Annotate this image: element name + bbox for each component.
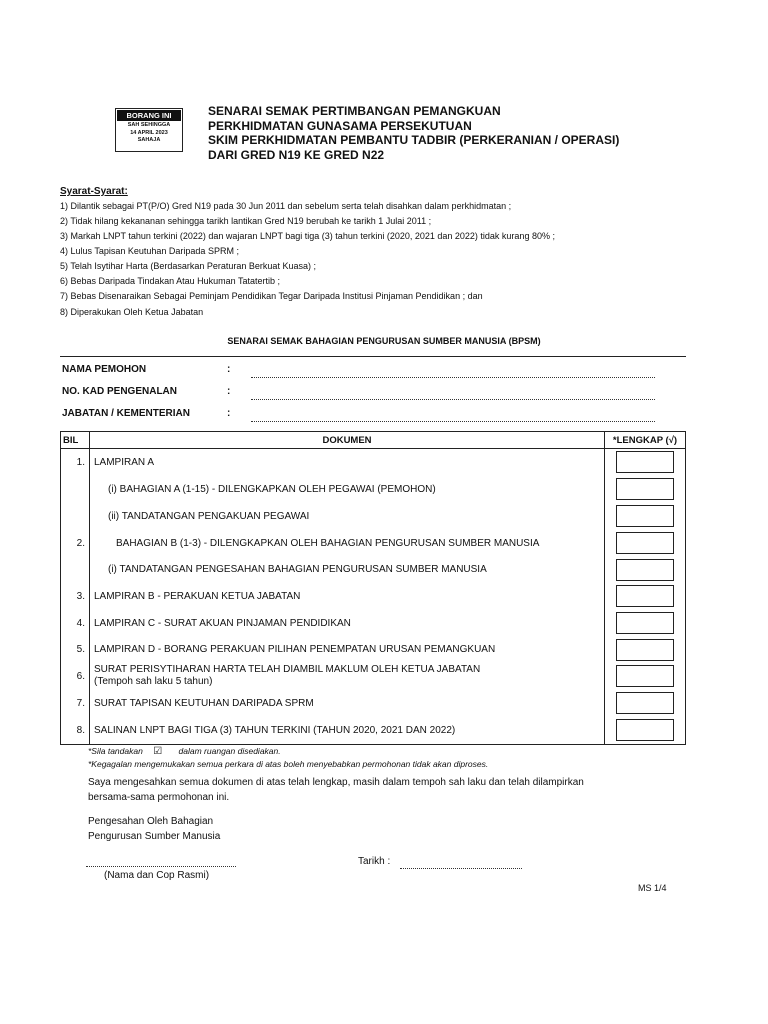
table-row — [61, 663, 686, 690]
row-number: 7. — [61, 690, 90, 717]
declaration-text — [88, 776, 584, 805]
row-document: SURAT PERISYTIHARAN HARTA TELAH DIAMBIL MAKLUM OLEH KETUA JABATAN — [94, 664, 481, 675]
endorsement-block — [88, 815, 220, 844]
complete-checkbox[interactable] — [616, 585, 674, 607]
complete-checkbox[interactable] — [616, 692, 674, 714]
condition-item: 7) Bebas Disenaraikan Sebagai Peminjam Pendidikan Tegar Daripada Institusi Pinjaman Pendidikan ; dan — [60, 291, 483, 301]
stamp-header: BORANG INI — [117, 110, 181, 121]
row-document: (ii) TANDATANGAN PENGAKUAN PEGAWAI — [108, 510, 310, 522]
row-document: LAMPIRAN A — [94, 456, 155, 468]
department-label: JABATAN / KEMENTERIAN — [62, 408, 190, 419]
table-row — [61, 449, 686, 476]
section-divider — [60, 356, 686, 357]
complete-checkbox[interactable] — [616, 719, 674, 741]
condition-item: 2) Tidak hilang kekananan sehingga tarikh lantikan Gred N19 berubah ke tarikh 1 Julai 2011 ; — [60, 216, 432, 226]
page-reference: MS 1/4 — [638, 883, 667, 893]
title-line: PERKHIDMATAN GUNASAMA PERSEKUTUAN — [208, 118, 472, 133]
field-colon: : — [227, 408, 231, 419]
stamp-line: SAH SEHINGGA — [127, 122, 171, 128]
row-document: (i) BAHAGIAN A (1-15) - DILENGKAPKAN OLEH PEGAWAI (PEMOHON) — [108, 483, 436, 495]
complete-checkbox[interactable] — [616, 665, 674, 687]
date-field[interactable] — [400, 868, 522, 869]
complete-checkbox[interactable] — [616, 451, 674, 473]
lengkap-header: *LENGKAP (√) — [605, 432, 686, 449]
table-row — [61, 637, 686, 663]
checkmark-box-icon: ☑ — [153, 746, 163, 757]
row-number: 3. — [61, 583, 90, 610]
ic-number-field[interactable] — [251, 399, 655, 400]
note-text: dalam ruangan disediakan. — [178, 746, 281, 756]
date-label: Tarikh : — [358, 856, 391, 867]
validity-stamp — [115, 108, 183, 152]
declaration-line: bersama-sama permohonan ini. — [88, 791, 230, 803]
condition-item: 3) Markah LNPT tahun terkini (2022) dan wajaran LNPT bagi tiga (3) tahun terkini (2020, 2021 dan 2022) tidak kurang 80% ; — [60, 231, 555, 241]
row-number: 2. — [61, 530, 90, 557]
field-colon: : — [227, 364, 231, 375]
row-document: LAMPIRAN C - SURAT AKUAN PINJAMAN PENDIDIKAN — [94, 617, 351, 629]
condition-item: 1) Dilantik sebagai PT(P/O) Gred N19 pada 30 Jun 2011 dan sebelum serta telah disahkan dalam perkhidmatan ; — [60, 201, 512, 211]
table-row — [61, 610, 686, 637]
row-number: 4. — [61, 610, 90, 637]
condition-item: 5) Telah Isytihar Harta (Berdasarkan Peraturan Berkuat Kuasa) ; — [60, 261, 316, 271]
row-number — [61, 557, 90, 583]
applicant-name-label: NAMA PEMOHON — [62, 364, 147, 375]
row-document: (i) TANDATANGAN PENGESAHAN BAHAGIAN PENGURUSAN SUMBER MANUSIA — [108, 564, 487, 575]
title-line: SENARAI SEMAK PERTIMBANGAN PEMANGKUAN — [208, 104, 501, 118]
endorsement-line: Pengurusan Sumber Manusia — [88, 830, 221, 842]
stamp-line: SAHAJA — [137, 137, 161, 143]
table-row — [61, 476, 686, 503]
department-field[interactable] — [251, 421, 655, 422]
table-row — [61, 583, 686, 610]
signature-caption: (Nama dan Cop Rasmi) — [104, 870, 210, 881]
row-number — [61, 476, 90, 503]
document-title — [208, 104, 619, 162]
complete-checkbox[interactable] — [616, 505, 674, 527]
row-document: SALINAN LNPT BAGI TIGA (3) TAHUN TERKINI (TAHUN 2020, 2021 DAN 2022) — [94, 724, 456, 736]
warning-note: *Kegagalan mengemukakan semua perkara di atas boleh menyebabkan permohonan tidak akan diproses. — [88, 759, 489, 769]
document-checklist-table — [60, 431, 686, 745]
row-document: LAMPIRAN B - PERAKUAN KETUA JABATAN — [94, 590, 301, 602]
row-number: 8. — [61, 717, 90, 745]
table-row — [61, 503, 686, 530]
note-text: *Sila tandakan — [88, 746, 143, 756]
row-document: SURAT TAPISAN KEUTUHAN DARIPADA SPRM — [94, 697, 314, 709]
table-row — [61, 717, 686, 745]
complete-checkbox[interactable] — [616, 639, 674, 661]
section-title: SENARAI SEMAK BAHAGIAN PENGURUSAN SUMBER MANUSIA (BPSM) — [227, 336, 541, 346]
declaration-line: Saya mengesahkan semua dokumen di atas telah lengkap, masih dalam tempoh sah laku dan telah dilampirkan — [88, 777, 584, 788]
complete-checkbox[interactable] — [616, 559, 674, 581]
row-number: 1. — [61, 449, 90, 476]
condition-item: 8) Diperakukan Oleh Ketua Jabatan — [60, 307, 204, 317]
title-line: SKIM PERKHIDMATAN PEMBANTU TADBIR (PERKERANIAN / OPERASI) — [208, 133, 620, 147]
table-header-row — [61, 432, 686, 449]
row-document: BAHAGIAN B (1-3) - DILENGKAPKAN OLEH BAHAGIAN PENGURUSAN SUMBER MANUSIA — [116, 537, 540, 549]
table-row — [61, 690, 686, 717]
row-number: 6. — [61, 663, 90, 690]
dokumen-header: DOKUMEN — [90, 432, 605, 449]
row-number: 5. — [61, 637, 90, 663]
conditions-heading: Syarat-Syarat: — [60, 186, 128, 197]
applicant-name-field[interactable] — [251, 377, 655, 378]
row-number — [61, 503, 90, 530]
condition-item: 6) Bebas Daripada Tindakan Atau Hukuman Tatatertib ; — [60, 276, 280, 286]
stamp-line: 14 APRIL 2023 — [130, 129, 168, 136]
endorsement-line: Pengesahan Oleh Bahagian — [88, 816, 214, 827]
table-row — [61, 557, 686, 583]
instruction-note — [88, 746, 281, 757]
table-row — [61, 530, 686, 557]
complete-checkbox[interactable] — [616, 532, 674, 554]
complete-checkbox[interactable] — [616, 612, 674, 634]
signature-field[interactable] — [86, 866, 236, 867]
condition-item: 4) Lulus Tapisan Keutuhan Daripada SPRM ; — [60, 246, 239, 256]
bil-header: BIL — [61, 432, 90, 449]
field-colon: : — [227, 386, 231, 397]
row-document-note: (Tempoh sah laku 5 tahun) — [94, 676, 213, 687]
row-document: LAMPIRAN D - BORANG PERAKUAN PILIHAN PENEMPATAN URUSAN PEMANGKUAN — [94, 644, 496, 655]
ic-number-label: NO. KAD PENGENALAN — [62, 386, 178, 397]
complete-checkbox[interactable] — [616, 478, 674, 500]
title-line: DARI GRED N19 KE GRED N22 — [208, 147, 385, 162]
